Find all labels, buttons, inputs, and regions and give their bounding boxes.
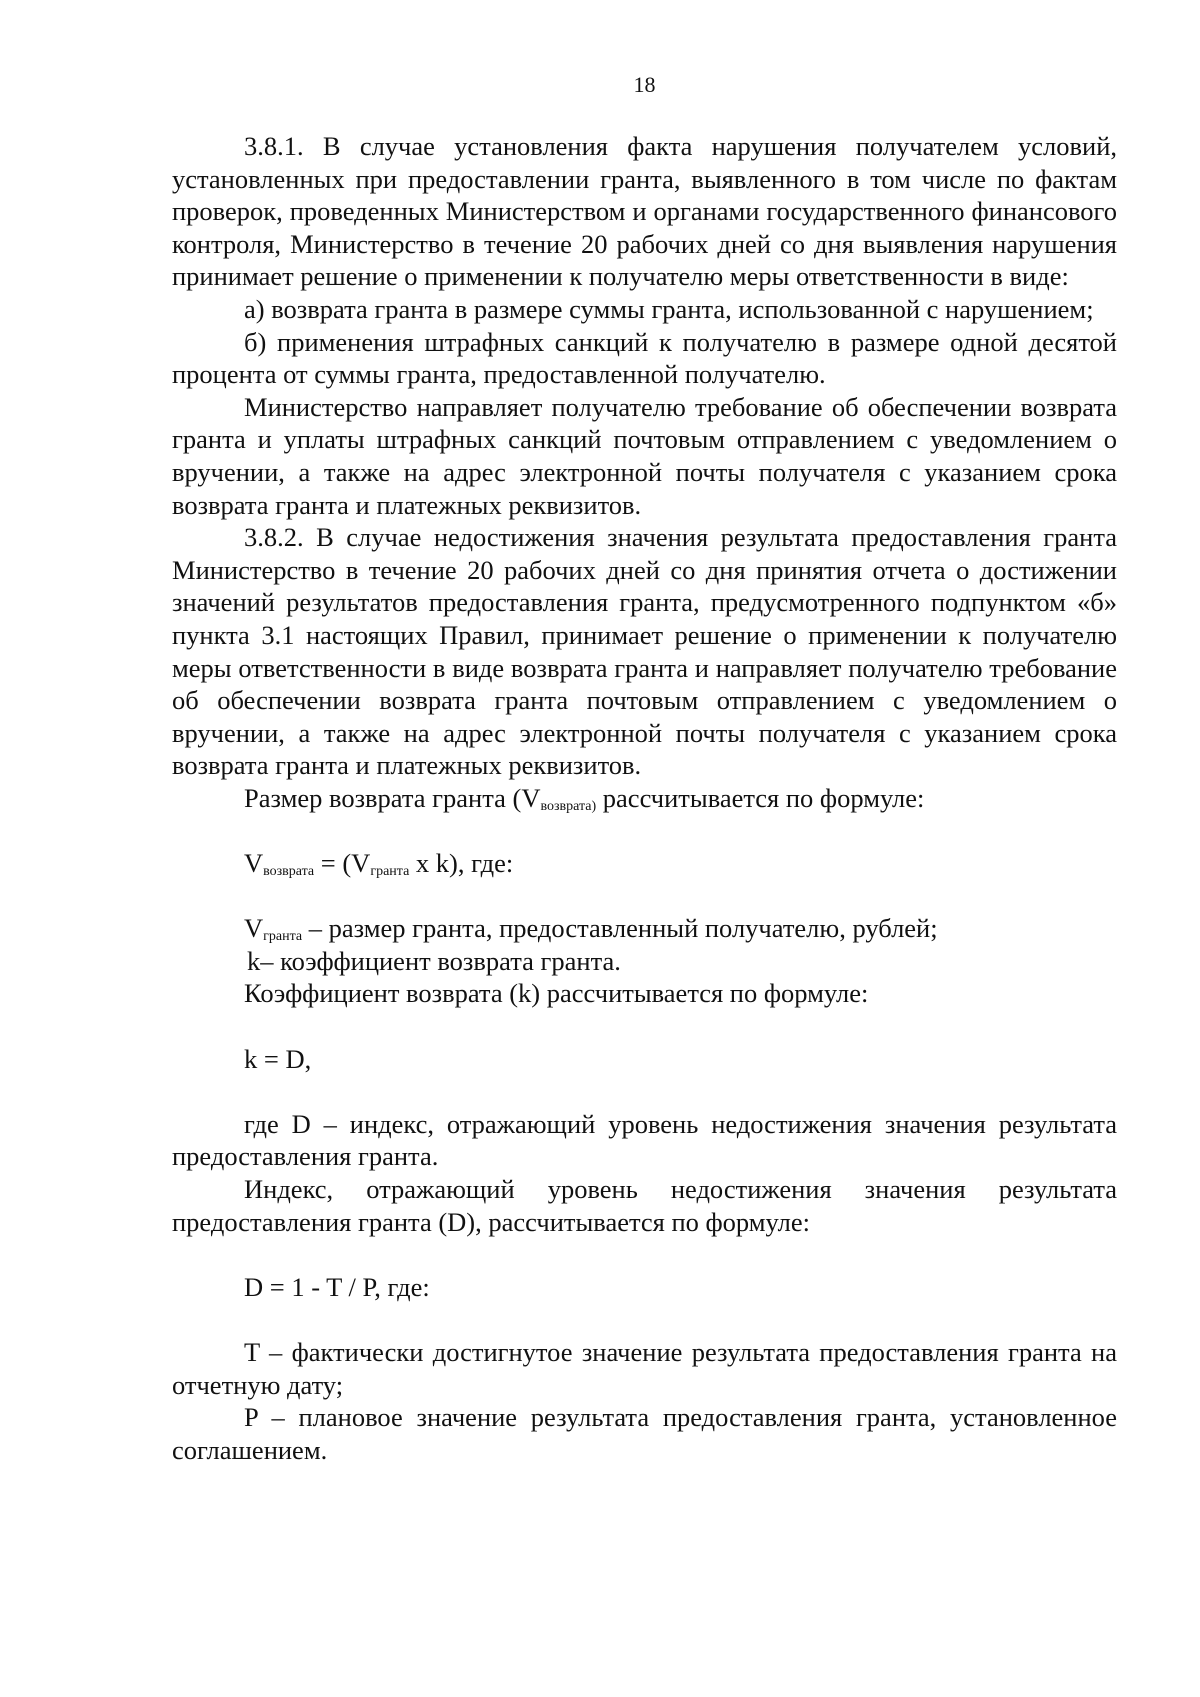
formula-1-intro-suffix: рассчитывается по формуле: (596, 782, 925, 813)
def-v-subscript: гранта (263, 929, 303, 945)
formula-v-equals: = (V (314, 848, 371, 879)
paragraph-item-a: а) возврата гранта в размере суммы гранта, использованной с нарушением; (244, 293, 1094, 324)
definition-k: k– коэффициент возврата гранта. (247, 945, 621, 976)
formula-1-intro-subscript: возврата) (540, 798, 597, 814)
definition-t: T – фактически достигнутое значение результата предоставления гранта на отчетную дату; (172, 1336, 1117, 1400)
def-v-text: – размер гранта, предоставленный получателю, рублей; (302, 913, 938, 944)
formula-v-return (172, 847, 1117, 880)
formula-v-sub-return: возврата (263, 864, 315, 880)
formula-v-symbol: V (244, 848, 264, 879)
def-v-symbol: V (244, 913, 264, 944)
k-formula-intro: Коэффициент возврата (k) рассчитывается по формуле: (244, 978, 869, 1009)
d-formula-intro: Индекс, отражающий уровень недостижения значения результата предоставления гранта (D), рассчитывается по формуле: (172, 1174, 1117, 1237)
spacer (172, 814, 1117, 847)
page-number: 18 (633, 72, 656, 97)
formula-1-intro (172, 782, 1117, 815)
spacer (172, 1010, 1117, 1043)
spacer (172, 1303, 1117, 1336)
formula-1-intro-prefix: Размер возврата гранта (V (244, 782, 541, 813)
definition-v-grant (172, 912, 1117, 945)
paragraph-3-8-1: 3.8.1. В случае установления факта нарушения получателем условий, установленных при предоставлении гранта, выявленного в том числе по фактам проверок, проведенных Министерством и органами государственного финансового контроля, Министерство в течение 20 рабочих дней со дня выявления нарушения принимает решение о применении к получателю меры ответственности в виде: (172, 131, 1117, 292)
spacer (172, 880, 1117, 913)
definition-d: где D – индекс, отражающий уровень недостижения значения результата предоставления гранта. (172, 1108, 1117, 1172)
formula-d: D = 1 - T / P, где: (244, 1271, 430, 1302)
paragraph-3-8-2: 3.8.2. В случае недостижения значения результата предоставления гранта Министерство в течение 20 рабочих дней со дня принятия отчета о достижении значений результатов предоставления гранта, предусмотренного подпунктом «б» пункта 3.1 настоящих Правил, принимает решение о применении к получателю меры ответственности в виде возврата гранта и направляет получателю требование об обеспечении возврата гранта почтовым отправлением с уведомлением о вручении, а также на адрес электронной почты получателя с указанием срока возврата гранта и платежных реквизитов. (172, 522, 1117, 781)
document-body (172, 130, 1117, 1466)
formula-v-sub-grant: гранта (370, 864, 410, 880)
paragraph-item-b: б) применения штрафных санкций к получателю в размере одной десятой процента от суммы гранта, предоставленной получателю. (172, 326, 1117, 390)
definition-p: P – плановое значение результата предоставления гранта, установленное соглашением. (172, 1402, 1117, 1465)
spacer (172, 1238, 1117, 1271)
formula-k: k = D, (244, 1043, 312, 1074)
paragraph-requirement: Министерство направляет получателю требование об обеспечении возврата гранта и уплаты штрафных санкций почтовым отправлением с уведомлением о вручении, а также на адрес электронной почты получателя с указанием срока возврата гранта и платежных реквизитов. (172, 391, 1117, 520)
spacer (172, 1075, 1117, 1108)
formula-v-end: x k), где: (409, 848, 514, 879)
